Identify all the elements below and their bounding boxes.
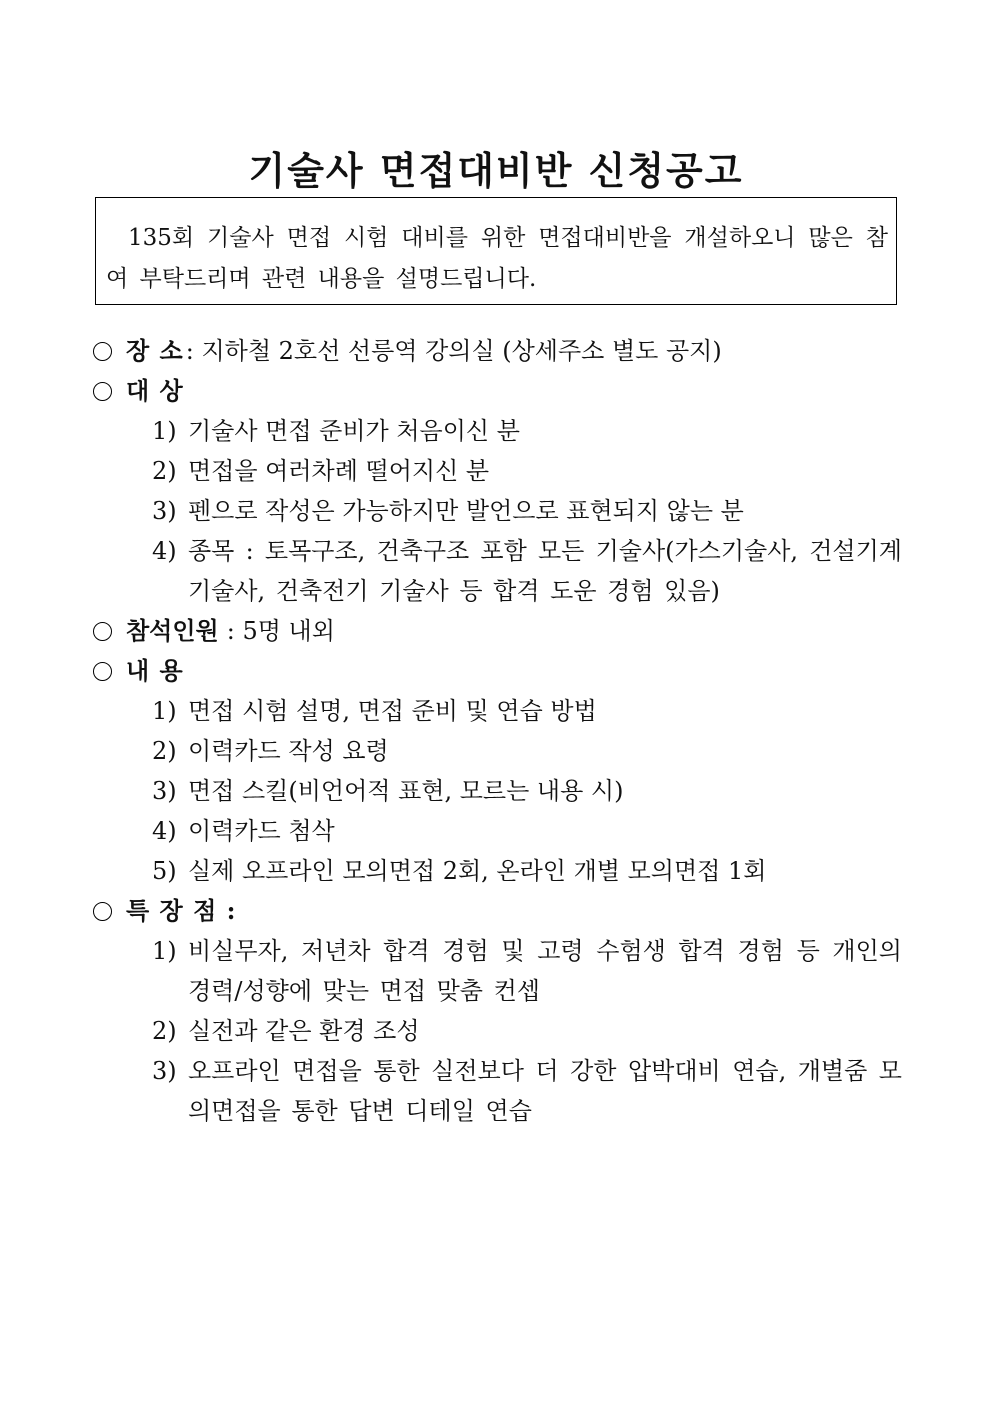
section-attendees — [90, 611, 902, 651]
item-number: 5) — [152, 857, 177, 885]
item-number: 1) — [152, 417, 177, 445]
section-label: 특 장 점 : — [126, 896, 237, 925]
item-number: 1) — [152, 937, 177, 965]
item-number: 3) — [152, 497, 177, 525]
item-text: 면접 시험 설명, 면접 준비 및 연습 방법 — [188, 697, 597, 725]
list-item — [90, 411, 902, 451]
list-item — [90, 491, 902, 531]
item-text: 이력카드 첨삭 — [188, 817, 335, 845]
intro-text: 135회 기술사 면접 시험 대비를 위한 면접대비반을 개설하오니 많은 참여 부탁드리며 관련 내용을 설명드립니다. — [106, 225, 888, 292]
item-number: 4) — [152, 537, 177, 565]
list-item — [90, 771, 902, 811]
item-text: 면접 스킬(비언어적 표현, 모르는 내용 시) — [188, 777, 624, 805]
list-item — [90, 731, 902, 771]
page-title: 기술사 면접대비반 신청공고 — [248, 149, 744, 193]
item-text: 면접을 여러차례 떨어지신 분 — [188, 457, 490, 485]
bullet-circle-icon — [93, 382, 112, 401]
item-text: 오프라인 면접을 통한 실전보다 더 강한 압박대비 연습, 개별줌 모의면접을 통한 답변 디테일 연습 — [188, 1057, 902, 1125]
bullet-circle-icon — [93, 902, 112, 921]
list-item — [90, 1051, 902, 1131]
sections — [90, 331, 902, 1131]
section-label: 장 소 — [126, 336, 184, 365]
section-value: : 지하철 2호선 선릉역 강의실 (상세주소 별도 공지) — [185, 337, 722, 365]
item-number: 3) — [152, 1057, 177, 1085]
item-text: 기술사 면접 준비가 처음이신 분 — [188, 417, 520, 445]
section-features — [90, 891, 902, 931]
item-number: 4) — [152, 817, 177, 845]
list-item — [90, 851, 902, 891]
section-content — [90, 651, 902, 691]
list-item — [90, 1011, 902, 1051]
list-item — [90, 931, 902, 1011]
section-location — [90, 331, 902, 371]
section-label: 내 용 — [126, 656, 184, 685]
section-label: 대 상 — [126, 376, 184, 405]
section-target — [90, 371, 902, 411]
item-text: 펜으로 작성은 가능하지만 발언으로 표현되지 않는 분 — [188, 497, 744, 525]
list-item — [90, 451, 902, 491]
bullet-circle-icon — [93, 662, 112, 681]
list-item — [90, 691, 902, 731]
item-text: 실전과 같은 환경 조성 — [188, 1017, 420, 1045]
item-number: 1) — [152, 697, 177, 725]
list-item — [90, 531, 902, 611]
item-number: 2) — [152, 457, 177, 485]
section-value: : 5명 내외 — [226, 617, 335, 645]
bullet-circle-icon — [93, 342, 112, 361]
list-item — [90, 811, 902, 851]
section-label: 참석인원 — [126, 616, 219, 645]
item-number: 2) — [152, 1017, 177, 1045]
item-number: 2) — [152, 737, 177, 765]
item-text: 종목 : 토목구조, 건축구조 포함 모든 기술사(가스기술사, 건설기계 기술사, 건축전기 기술사 등 합격 도운 경험 있음) — [188, 537, 902, 605]
item-text: 비실무자, 저년차 합격 경험 및 고령 수험생 합격 경험 등 개인의 경력/성향에 맞는 면접 맞춤 컨셉 — [188, 937, 902, 1005]
bullet-circle-icon — [93, 622, 112, 641]
item-number: 3) — [152, 777, 177, 805]
item-text: 이력카드 작성 요령 — [188, 737, 389, 765]
item-text: 실제 오프라인 모의면접 2회, 온라인 개별 모의면접 1회 — [188, 857, 767, 885]
intro-box — [95, 197, 897, 305]
